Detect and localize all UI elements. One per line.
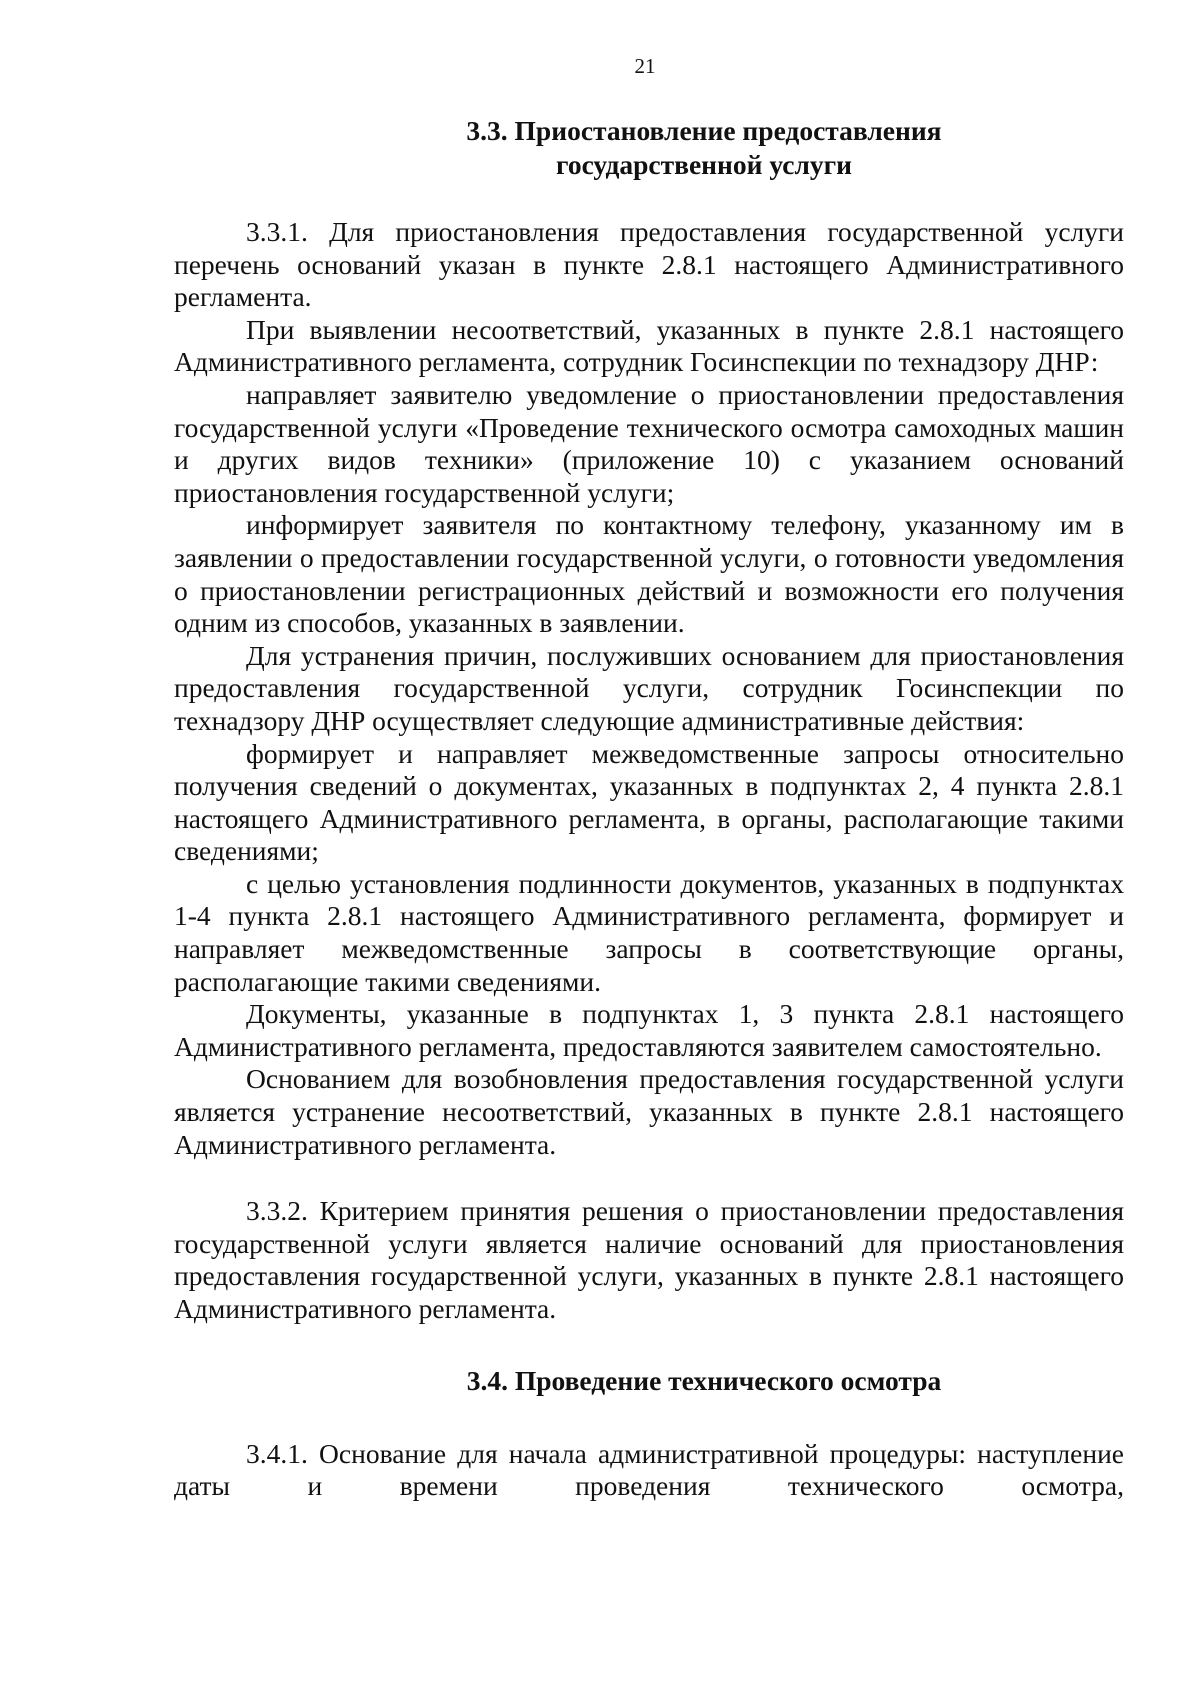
paragraph-3-3-1: 3.3.1. Для приостановления предоставления государственной услуги перечень оснований указан в пункте 2.8.1 настоящего Административного регламента.	[174, 216, 1124, 313]
paragraph-sends-notice: направляет заявителю уведомление о приостановлении предоставления государственной услуги «Проведение технического осмотра самоходных машин и других видов техники» (приложение 10) с указанием оснований приостановления государственной услуги;	[174, 378, 1124, 508]
paragraph-violations: При выявлении несоответствий, указанных в пункте 2.8.1 настоящего Административного регламента, сотрудник Госинспекции по технадзору ДНР:	[174, 313, 1124, 378]
paragraph-documents: Документы, указанные в подпунктах 1, 3 пункта 2.8.1 настоящего Административного регламента, предоставляются заявителем самостоятельно.	[174, 998, 1124, 1062]
paragraph-resumption: Основанием для возобновления предоставления государственной услуги является устранение несоответствий, указанных в пункте 2.8.1 настоящего Административного регламента.	[174, 1063, 1124, 1160]
paragraph-3-3-2: 3.3.2. Критерием принятия решения о приостановлении предоставления государственной услуги является наличие оснований для приостановления предоставления государственной услуги, указанных в пункте 2.8.1 настоящего Административного регламента.	[174, 1195, 1124, 1324]
page-content	[174, 114, 1124, 1503]
section-3-3-title-line2: государственной услуги	[556, 149, 852, 180]
paragraph-elimination: Для устранения причин, послуживших основанием для приостановления предоставления государственной услуги, сотрудник Госинспекции по технадзору ДНР осуществляет следующие административные действия:	[174, 639, 1124, 736]
paragraph-authenticity: с целью установления подлинности документов, указанных в подпунктах 1-4 пункта 2.8.1 настоящего Административного регламента, формирует и направляет межведомственные запросы в соответствующие органы, располагающие такими сведениями.	[174, 867, 1124, 997]
paragraph-3-4-1: 3.4.1. Основание для начала административной процедуры: наступление даты и времени проведения технического осмотра,	[174, 1437, 1124, 1502]
page-number: 21	[634, 54, 656, 78]
section-3-4-title: 3.4. Проведение технического осмотра	[466, 1364, 942, 1396]
paragraph-informs-applicant: информирует заявителя по контактному телефону, указанному им в заявлении о предоставлении государственной услуги, о готовности уведомления о приостановлении регистрационных действий и возможности его получения одним из способов, указанных в заявлении.	[174, 509, 1124, 639]
section-3-3-title	[174, 114, 1124, 182]
paragraph-interagency-requests: формирует и направляет межведомственные запросы относительно получения сведений о документах, указанных в подпунктах 2, 4 пункта 2.8.1 настоящего Административного регламента, в органы, располагающие такими сведениями;	[174, 737, 1124, 867]
section-3-3-title-line1: 3.3. Приостановление предоставления	[466, 115, 942, 146]
